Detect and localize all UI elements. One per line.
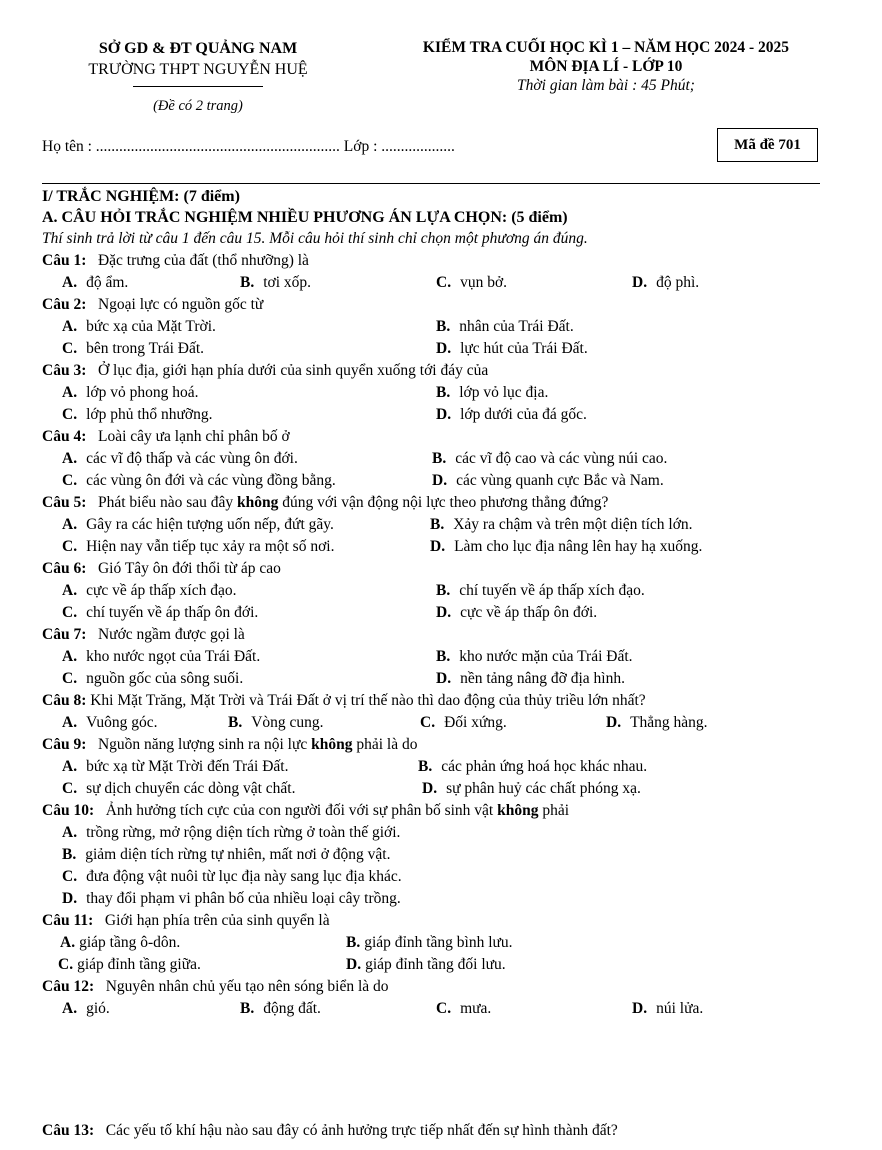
header-left bbox=[48, 38, 348, 117]
question-stem bbox=[42, 624, 842, 646]
question-stem: Câu 9: Nguồn năng lượng sinh ra nội lực không phải là do bbox=[42, 736, 418, 753]
question-stem bbox=[42, 426, 842, 448]
question-number: Câu 7: bbox=[42, 626, 87, 643]
exam-code-box: Mã đề 701 bbox=[717, 128, 818, 162]
question-stem: Câu 10: Ảnh hưởng tích cực của con người đối với sự phân bố sinh vật không phải bbox=[42, 802, 570, 819]
option-c[interactable]: C. giáp đỉnh tầng giữa. bbox=[58, 956, 201, 973]
question-number: Câu 6: bbox=[42, 560, 87, 577]
option-c[interactable]: C. bên trong Trái Đất. bbox=[62, 340, 205, 357]
option-d[interactable]: D. lực hút của Trái Đất. bbox=[436, 340, 588, 357]
pages-note: (Đề có 2 trang) bbox=[153, 98, 243, 114]
option-c[interactable]: C. các vùng ôn đới và các vùng đồng bằng. bbox=[62, 472, 336, 489]
question-number: Câu 3: bbox=[42, 362, 87, 379]
option-a[interactable]: A. lớp vỏ phong hoá. bbox=[62, 384, 199, 401]
option-b[interactable]: B. giáp đỉnh tầng bình lưu. bbox=[346, 934, 513, 951]
option-b[interactable]: B. giảm diện tích rừng tự nhiên, mất nơi ở động vật. bbox=[62, 846, 391, 863]
option-d[interactable]: D. các vùng quanh cực Bắc và Nam. bbox=[432, 472, 664, 489]
options-row bbox=[42, 316, 842, 338]
option-b[interactable]: B. tơi xốp. bbox=[240, 274, 312, 291]
options-row bbox=[42, 602, 842, 624]
question-text: Giới hạn phía trên của sinh quyển là bbox=[104, 912, 330, 929]
question-number: Câu 1: bbox=[42, 252, 87, 269]
student-info-line: Họ tên : ............................................................... Lớp : ................... bbox=[42, 138, 455, 155]
question-stem bbox=[42, 690, 842, 712]
question-stem bbox=[42, 976, 842, 998]
question-number: Câu 8: bbox=[42, 692, 87, 709]
option-b[interactable]: B. chí tuyến về áp thấp xích đạo. bbox=[436, 582, 645, 599]
header-right bbox=[372, 38, 840, 95]
options-row bbox=[42, 382, 842, 404]
instruction-text: Thí sinh trả lời từ câu 1 đến câu 15. Mỗi câu hỏi thí sinh chỉ chọn một phương án đúng. bbox=[42, 230, 588, 247]
question-number: Câu 9: bbox=[42, 736, 87, 753]
options-row bbox=[42, 954, 842, 976]
exam-title: KIỂM TRA CUỐI HỌC KÌ 1 – NĂM HỌC 2024 - 2025 bbox=[422, 39, 790, 56]
question-stem: Câu 5: Phát biểu nào sau đây không đúng với vận động nội lực theo phương thẳng đứng? bbox=[42, 494, 609, 511]
option-b[interactable]: B. các phản ứng hoá học khác nhau. bbox=[418, 758, 648, 775]
option-d[interactable]: D. lớp dưới của đá gốc. bbox=[436, 406, 587, 423]
option-d[interactable]: D. sự phân huỷ các chất phóng xạ. bbox=[422, 780, 641, 797]
option-b[interactable]: B. lớp vỏ lục địa. bbox=[436, 384, 549, 401]
option-a[interactable]: A. bức xạ của Mặt Trời. bbox=[62, 318, 216, 335]
question-number: Câu 11: bbox=[42, 912, 94, 929]
options-row bbox=[42, 844, 842, 866]
question-number: Câu 13: bbox=[42, 1122, 95, 1139]
question-stem bbox=[42, 294, 842, 316]
options-row bbox=[42, 536, 842, 558]
option-d[interactable]: D. núi lửa. bbox=[632, 1000, 704, 1017]
header-separator bbox=[42, 183, 820, 184]
option-c[interactable]: C. lớp phủ thổ nhưỡng. bbox=[62, 406, 213, 423]
department: SỞ GD & ĐT QUẢNG NAM bbox=[98, 40, 298, 57]
option-a[interactable]: A. Gây ra các hiện tượng uốn nếp, đứt gãy. bbox=[62, 516, 334, 533]
question-text: Các yếu tố khí hậu nào sau đây có ảnh hưởng trực tiếp nhất đến sự hình thành đất? bbox=[105, 1122, 618, 1139]
options-row bbox=[42, 646, 842, 668]
question-text: Nguồn năng lượng sinh ra nội lực bbox=[97, 736, 312, 753]
question-stem bbox=[42, 1122, 618, 1140]
options-row bbox=[42, 448, 842, 470]
option-a[interactable]: A. độ ẩm. bbox=[62, 274, 129, 291]
option-a[interactable]: A. giáp tầng ô-dôn. bbox=[60, 934, 181, 951]
question-text: Khi Mặt Trăng, Mặt Trời và Trái Đất ở vị trí thế nào thì dao động của thủy triều lớn nhất? bbox=[90, 692, 646, 709]
options-row bbox=[42, 866, 842, 888]
school-name: TRƯỜNG THPT NGUYỄN HUỆ bbox=[88, 61, 308, 78]
options-row bbox=[42, 580, 842, 602]
exam-duration: Thời gian làm bài : 45 Phút; bbox=[517, 77, 695, 94]
options-row bbox=[42, 404, 842, 426]
question-text: Đặc trưng của đất (thổ nhưỡng) là bbox=[97, 252, 309, 269]
options-row bbox=[42, 822, 842, 844]
option-d[interactable]: D. thay đổi phạm vi phân bố của nhiều loại cây trồng. bbox=[62, 890, 401, 907]
option-a[interactable]: A. các vĩ độ thấp và các vùng ôn đới. bbox=[62, 450, 298, 467]
options-row bbox=[42, 712, 842, 734]
option-d[interactable]: D. Làm cho lục địa nâng lên hay hạ xuống. bbox=[430, 538, 703, 555]
option-c[interactable]: C. Hiện nay vẫn tiếp tục xảy ra một số nơi. bbox=[62, 538, 335, 555]
option-d[interactable]: D. nền tảng nâng đỡ địa hình. bbox=[436, 670, 625, 687]
question-stem bbox=[42, 910, 842, 932]
option-a[interactable]: A. bức xạ từ Mặt Trời đến Trái Đất. bbox=[62, 758, 289, 775]
question-number: Câu 4: bbox=[42, 428, 87, 445]
options-row bbox=[42, 514, 842, 536]
question-number: Câu 2: bbox=[42, 296, 87, 313]
option-b[interactable]: B. Xảy ra chậm và trên một diện tích lớn. bbox=[430, 516, 693, 533]
options-row bbox=[42, 778, 842, 800]
question-text: Ngoại lực có nguồn gốc từ bbox=[97, 296, 264, 313]
option-b[interactable]: B. các vĩ độ cao và các vùng núi cao. bbox=[432, 450, 668, 467]
option-c[interactable]: C. sự dịch chuyển các dòng vật chất. bbox=[62, 780, 296, 797]
question-text: Gió Tây ôn đới thổi từ áp cao bbox=[97, 560, 281, 577]
option-c[interactable]: C. nguồn gốc của sông suối. bbox=[62, 670, 244, 687]
option-c[interactable]: C. mưa. bbox=[436, 1000, 492, 1017]
subsection-heading: A. CÂU HỎI TRẮC NGHIỆM NHIỀU PHƯƠNG ÁN LỰA CHỌN: (5 điểm) bbox=[42, 209, 568, 226]
question-stem bbox=[42, 250, 842, 272]
header-divider bbox=[133, 86, 263, 87]
question-stem bbox=[42, 558, 842, 580]
option-c[interactable]: C. chí tuyến về áp thấp ôn đới. bbox=[62, 604, 259, 621]
subject-title: MÔN ĐỊA LÍ - LỚP 10 bbox=[529, 58, 683, 75]
options-row bbox=[42, 888, 842, 910]
option-c[interactable]: C. vụn bở. bbox=[436, 274, 508, 291]
question-emphasis: không bbox=[497, 802, 539, 819]
question-text: Ở lục địa, giới hạn phía dưới của sinh quyển xuống tới đáy của bbox=[97, 362, 489, 379]
question-emphasis: không bbox=[311, 736, 353, 753]
options-row bbox=[42, 998, 842, 1020]
options-row bbox=[42, 932, 842, 954]
question-text: Ảnh hưởng tích cực của con người đối với sự phân bố sinh vật bbox=[105, 802, 498, 819]
options-row bbox=[42, 470, 842, 492]
option-b[interactable]: B. nhân của Trái Đất. bbox=[436, 318, 574, 335]
options-row bbox=[42, 272, 842, 294]
option-d[interactable]: D. Thẳng hàng. bbox=[606, 714, 708, 731]
option-b[interactable]: B. động đất. bbox=[240, 1000, 321, 1017]
option-d[interactable]: D. cực về áp thấp ôn đới. bbox=[436, 604, 598, 621]
question-stem bbox=[42, 360, 842, 382]
option-d[interactable]: D. giáp đỉnh tầng đối lưu. bbox=[346, 956, 506, 973]
option-a[interactable]: A. Vuông góc. bbox=[62, 714, 158, 731]
option-a[interactable]: A. gió. bbox=[62, 1000, 110, 1017]
question-emphasis: không bbox=[237, 494, 279, 511]
option-d[interactable]: D. độ phì. bbox=[632, 274, 700, 291]
options-row bbox=[42, 338, 842, 360]
options-row bbox=[42, 668, 842, 690]
question-text: Phát biểu nào sau đây bbox=[97, 494, 238, 511]
question-number: Câu 12: bbox=[42, 978, 95, 995]
section-heading: I/ TRẮC NGHIỆM: (7 điểm) bbox=[42, 188, 240, 205]
option-c[interactable]: C. đưa động vật nuôi từ lục địa này sang lục địa khác. bbox=[62, 868, 402, 885]
option-b[interactable]: B. kho nước mặn của Trái Đất. bbox=[436, 648, 633, 665]
option-a[interactable]: A. trồng rừng, mở rộng diện tích rừng ở toàn thế giới. bbox=[62, 824, 401, 841]
exam-content bbox=[42, 186, 842, 1020]
question-text: Nguyên nhân chủ yếu tạo nên sóng biển là do bbox=[105, 978, 389, 995]
question-text: Loài cây ưa lạnh chỉ phân bố ở bbox=[97, 428, 290, 445]
option-c[interactable]: C. Đối xứng. bbox=[420, 714, 507, 731]
options-row bbox=[42, 756, 842, 778]
question-number: Câu 5: bbox=[42, 494, 87, 511]
option-a[interactable]: A. kho nước ngọt của Trái Đất. bbox=[62, 648, 261, 665]
option-a[interactable]: A. cực về áp thấp xích đạo. bbox=[62, 582, 237, 599]
question-text: Nước ngầm được gọi là bbox=[97, 626, 245, 643]
question-number: Câu 10: bbox=[42, 802, 95, 819]
option-b[interactable]: B. Vòng cung. bbox=[228, 714, 324, 731]
